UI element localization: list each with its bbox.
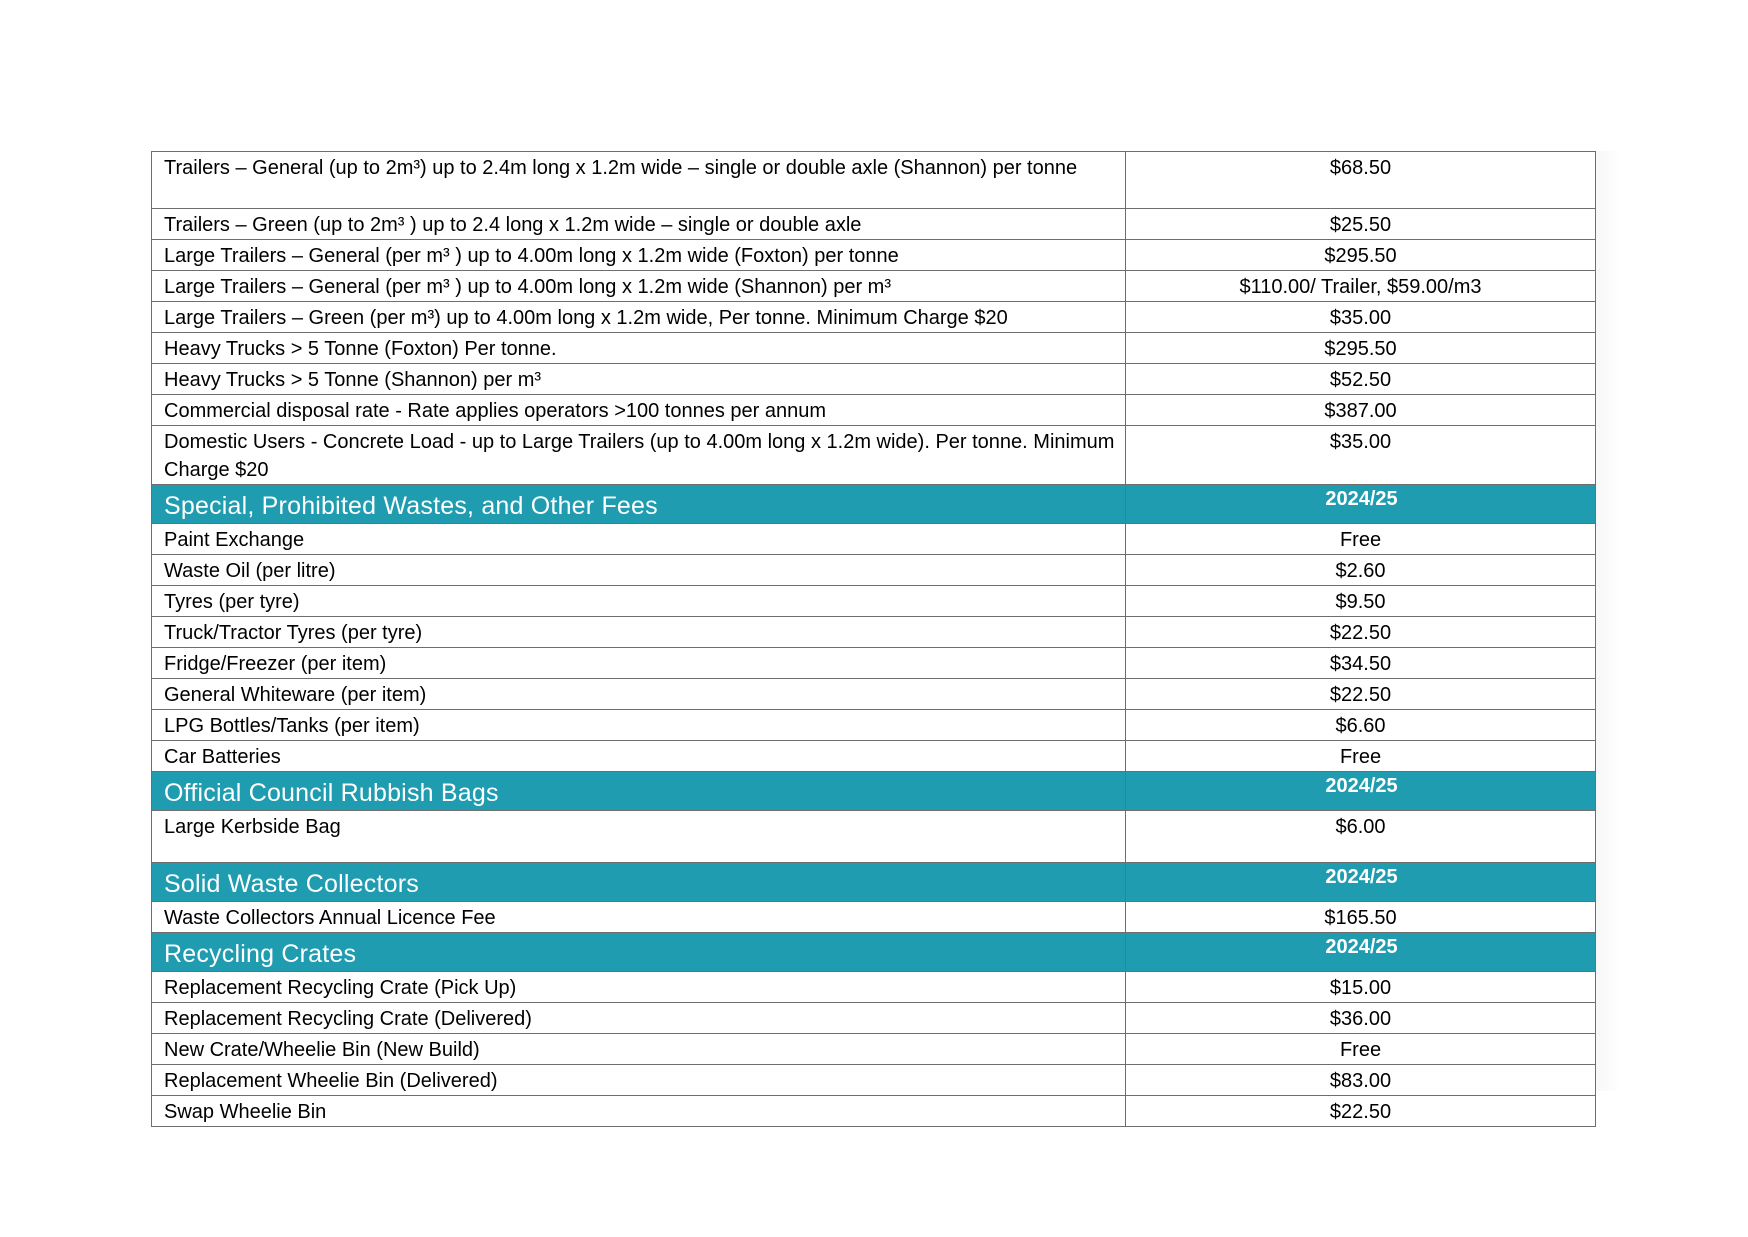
section-header-recycling-crates: [152, 933, 1596, 972]
fee-amount: Free: [1126, 741, 1596, 772]
section-title: Recycling Crates: [152, 933, 1126, 972]
fee-amount: $25.50: [1126, 209, 1596, 240]
fee-amount: $22.50: [1126, 679, 1596, 710]
fee-row-large-trailers-general-foxton: [152, 240, 1596, 271]
section-year: 2024/25: [1126, 772, 1596, 811]
fee-description: Waste Oil (per litre): [152, 555, 1126, 586]
fee-description: Large Trailers – General (per m³ ) up to 4.00m long x 1.2m wide (Foxton) per tonne: [152, 240, 1126, 271]
fee-amount: $2.60: [1126, 555, 1596, 586]
fee-amount: $34.50: [1126, 648, 1596, 679]
fee-amount: $68.50: [1126, 152, 1596, 209]
fee-amount: Free: [1126, 1034, 1596, 1065]
fee-amount: $165.50: [1126, 902, 1596, 933]
fee-row-commercial-disposal: [152, 395, 1596, 426]
fee-amount: $6.00: [1126, 811, 1596, 863]
fee-amount: $35.00: [1126, 302, 1596, 333]
fee-amount: $6.60: [1126, 710, 1596, 741]
fee-amount: $22.50: [1126, 1096, 1596, 1127]
fee-row: [152, 555, 1596, 586]
fee-description: Domestic Users - Concrete Load - up to Large Trailers (up to 4.00m long x 1.2m wide). Per tonne. Minimum Charge $20: [152, 426, 1126, 485]
fee-row: [152, 741, 1596, 772]
fee-description: Commercial disposal rate - Rate applies operators >100 tonnes per annum: [152, 395, 1126, 426]
fee-row-large-trailers-general-shannon: [152, 271, 1596, 302]
fee-description: Swap Wheelie Bin: [152, 1096, 1126, 1127]
fee-row: [152, 902, 1596, 933]
fee-description: Heavy Trucks > 5 Tonne (Shannon) per m³: [152, 364, 1126, 395]
fee-row-concrete-load: [152, 426, 1596, 485]
fee-row-heavy-trucks-shannon: [152, 364, 1596, 395]
fee-row: [152, 679, 1596, 710]
section-title: Official Council Rubbish Bags: [152, 772, 1126, 811]
fee-amount: $83.00: [1126, 1065, 1596, 1096]
fee-row: [152, 524, 1596, 555]
fee-description: Fridge/Freezer (per item): [152, 648, 1126, 679]
fee-description: Paint Exchange: [152, 524, 1126, 555]
fee-row: [152, 710, 1596, 741]
fee-amount: $15.00: [1126, 972, 1596, 1003]
fee-description: Large Trailers – Green (per m³) up to 4.00m long x 1.2m wide, Per tonne. Minimum Charge $20: [152, 302, 1126, 333]
fee-amount: $110.00/ Trailer, $59.00/m3: [1126, 271, 1596, 302]
fee-amount: $22.50: [1126, 617, 1596, 648]
fee-amount: Free: [1126, 524, 1596, 555]
fee-description: New Crate/Wheelie Bin (New Build): [152, 1034, 1126, 1065]
fee-row: [152, 811, 1596, 863]
fee-row: [152, 1096, 1596, 1127]
fee-amount: $36.00: [1126, 1003, 1596, 1034]
section-year: 2024/25: [1126, 933, 1596, 972]
fees-table: [151, 151, 1596, 1127]
fee-description: Replacement Recycling Crate (Delivered): [152, 1003, 1126, 1034]
fee-amount: $387.00: [1126, 395, 1596, 426]
section-year: 2024/25: [1126, 863, 1596, 902]
fee-description: Trailers – Green (up to 2m³ ) up to 2.4 long x 1.2m wide – single or double axle: [152, 209, 1126, 240]
fee-row: [152, 1003, 1596, 1034]
fee-description: LPG Bottles/Tanks (per item): [152, 710, 1126, 741]
fee-description: Waste Collectors Annual Licence Fee: [152, 902, 1126, 933]
fee-description: Replacement Wheelie Bin (Delivered): [152, 1065, 1126, 1096]
section-header-waste-collectors: [152, 863, 1596, 902]
fee-amount: $295.50: [1126, 333, 1596, 364]
fee-row-heavy-trucks-foxton: [152, 333, 1596, 364]
fee-row: [152, 648, 1596, 679]
fee-description: Trailers – General (up to 2m³) up to 2.4m long x 1.2m wide – single or double axle (Shannon) per tonne: [152, 152, 1126, 209]
fee-row-trailers-green: [152, 209, 1596, 240]
fee-amount: $9.50: [1126, 586, 1596, 617]
fee-amount: $295.50: [1126, 240, 1596, 271]
section-header-rubbish-bags: [152, 772, 1596, 811]
section-year: 2024/25: [1126, 485, 1596, 524]
fee-row: [152, 1034, 1596, 1065]
fee-row: [152, 1065, 1596, 1096]
fee-description: Car Batteries: [152, 741, 1126, 772]
page-edge-shadow: [1595, 151, 1621, 1091]
section-header-special-wastes: [152, 485, 1596, 524]
section-title: Special, Prohibited Wastes, and Other Fees: [152, 485, 1126, 524]
section-title: Solid Waste Collectors: [152, 863, 1126, 902]
fee-row-trailers-general-shannon: [152, 152, 1596, 209]
fee-description: Large Trailers – General (per m³ ) up to 4.00m long x 1.2m wide (Shannon) per m³: [152, 271, 1126, 302]
fee-row-large-trailers-green: [152, 302, 1596, 333]
fee-amount: $35.00: [1126, 426, 1596, 485]
fee-description: Tyres (per tyre): [152, 586, 1126, 617]
fee-row: [152, 586, 1596, 617]
fee-row: [152, 617, 1596, 648]
fee-row: [152, 972, 1596, 1003]
fee-amount: $52.50: [1126, 364, 1596, 395]
fee-description: Heavy Trucks > 5 Tonne (Foxton) Per tonne.: [152, 333, 1126, 364]
fee-description: General Whiteware (per item): [152, 679, 1126, 710]
fee-description: Large Kerbside Bag: [152, 811, 1126, 863]
fee-description: Replacement Recycling Crate (Pick Up): [152, 972, 1126, 1003]
fee-description: Truck/Tractor Tyres (per tyre): [152, 617, 1126, 648]
